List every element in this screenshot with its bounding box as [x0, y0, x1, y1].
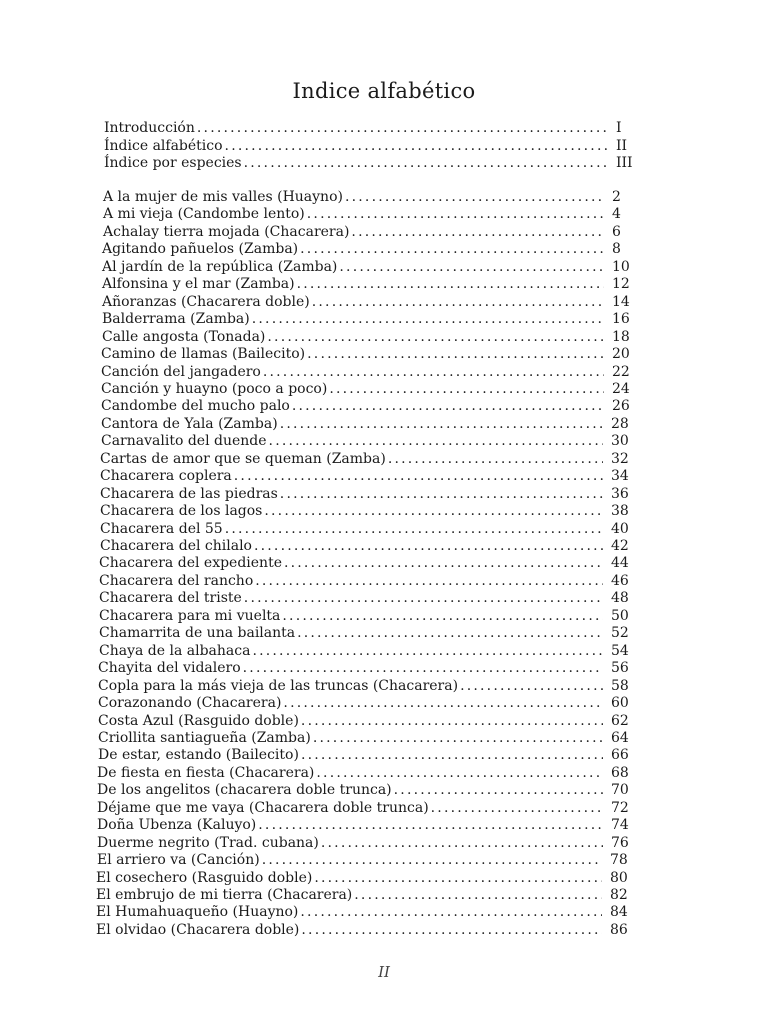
toc-entry: [102, 311, 634, 328]
toc-entry: [98, 730, 633, 747]
entry-page-number: 38: [611, 503, 629, 520]
dot-leader: [301, 922, 602, 939]
dot-leader: [282, 608, 603, 625]
entry-title: El Humahuaqueño (Huayno): [96, 904, 299, 921]
entry-title: Chacarera del expediente: [99, 555, 282, 572]
entry-title: Chayita del vidalero: [98, 660, 241, 677]
dot-leader: [394, 782, 603, 799]
entry-page-number: 46: [611, 572, 629, 589]
toc-entry: [100, 468, 633, 485]
toc-entry: [96, 887, 632, 904]
entry-title: De estar, estando (Bailecito): [98, 747, 299, 764]
dot-leader: [262, 852, 602, 869]
entry-title: Chacarera del rancho: [99, 572, 254, 589]
front-matter-entry: [104, 138, 638, 155]
entry-page-number: 8: [612, 241, 621, 258]
entry-title: Chamarrita de una bailanta: [99, 625, 296, 642]
toc-entry: [101, 416, 633, 433]
dot-leader: [431, 800, 603, 817]
toc-entry: [100, 538, 633, 555]
entry-title: Balderrama (Zamba): [102, 311, 250, 328]
page-title: Indice alfabético: [292, 79, 476, 103]
toc-entry: [96, 904, 632, 921]
entry-page-number: 20: [612, 346, 630, 363]
dot-leader: [280, 486, 603, 503]
entry-page-number: 70: [611, 782, 629, 799]
entry-page-number: 42: [611, 538, 629, 554]
toc-entry: [97, 835, 633, 852]
entry-page-number: 44: [611, 555, 629, 572]
entry-title: De los angelitos (chacarera doble trunca): [97, 782, 392, 799]
dot-leader: [234, 468, 603, 485]
dot-leader: [354, 887, 602, 904]
entry-page-number: 86: [610, 921, 628, 938]
toc-entry: [98, 678, 633, 695]
dot-leader: [269, 433, 603, 450]
entry-title: De fiesta en fiesta (Chacarera): [97, 764, 315, 781]
toc-entry: [98, 660, 633, 677]
entry-page-number: 78: [610, 852, 628, 869]
entry-page-number: 24: [612, 380, 630, 397]
dot-leader: [280, 416, 603, 433]
dot-leader: [255, 573, 603, 590]
dot-leader: [297, 276, 604, 293]
entry-title: Camino de llamas (Bailecito): [101, 346, 306, 363]
entry-title: El embrujo de mi tierra (Chacarera): [96, 887, 353, 903]
entry-title: Copla para la más vieja de las truncas (Chacarera): [98, 677, 459, 694]
entry-title: Costa Azul (Rasguido doble): [98, 712, 299, 729]
entry-page-number: 18: [612, 328, 630, 345]
entry-title: Chacarera coplera: [100, 468, 232, 485]
toc-entry: [97, 782, 633, 799]
entry-page-number: 48: [611, 590, 629, 607]
dot-leader: [301, 747, 603, 764]
entry-title: Chacarera del 55: [100, 520, 223, 537]
entry-title: Al jardín de la república (Zamba): [102, 258, 338, 275]
entry-title: Chaya de la albahaca: [99, 642, 251, 659]
entry-page-number: 22: [612, 363, 630, 380]
entry-title: A la mujer de mis valles (Huayno): [103, 189, 343, 205]
toc-entry: [99, 573, 633, 590]
dot-leader: [301, 713, 603, 730]
toc-entry: [102, 329, 634, 346]
entry-page-number: 10: [612, 258, 630, 275]
entry-title: Corazonando (Chacarera): [98, 695, 282, 712]
entry-page-number: 12: [612, 276, 630, 293]
entry-page-number: 84: [610, 904, 628, 921]
dot-leader: [339, 259, 604, 276]
dot-leader: [283, 695, 603, 712]
toc-entry: [97, 800, 633, 817]
entry-page-number: 36: [611, 485, 629, 502]
entry-title: Criollita santiagueña (Zamba): [98, 729, 311, 746]
entry-title: Déjame que me vaya (Chacarera doble trunca): [97, 799, 429, 816]
entry-page-number: 54: [611, 642, 629, 659]
toc-entry: [99, 555, 633, 572]
entry-title: El olvidao (Chacarera doble): [96, 921, 300, 938]
entry-title: A mi vieja (Candombe lento): [103, 206, 305, 223]
entry-page-number: 16: [612, 311, 630, 328]
entry-page-number: 72: [611, 799, 629, 816]
toc-entry: [102, 294, 634, 311]
entry-page-number: 40: [611, 520, 629, 537]
dot-leader: [307, 206, 604, 223]
entry-page-number: 30: [611, 433, 629, 450]
toc-entry: [98, 747, 633, 764]
dot-leader: [312, 294, 604, 311]
entry-page-number: 4: [612, 206, 621, 223]
dot-leader: [197, 120, 608, 137]
dot-leader: [316, 765, 603, 782]
entry-page-number: 74: [611, 817, 629, 834]
dot-leader: [292, 398, 604, 415]
entry-title: Candombe del mucho palo: [101, 398, 290, 415]
toc-entry: [102, 241, 634, 258]
entry-title: El cosechero (Rasguido doble): [96, 869, 313, 886]
dot-leader: [243, 660, 603, 677]
toc-entry: [99, 625, 633, 642]
entry-title: Chacarera del chilalo: [100, 538, 252, 554]
dot-leader: [267, 329, 604, 346]
toc-entry: [99, 590, 633, 607]
dot-leader: [252, 311, 604, 328]
entry-page-number: 62: [611, 712, 629, 729]
toc-entry: [101, 433, 633, 450]
toc-entry: [97, 817, 633, 834]
entry-title: Índice por especies: [104, 155, 242, 171]
toc-entry: [98, 713, 633, 730]
dot-leader: [307, 346, 604, 363]
entry-title: Chacarera del triste: [99, 590, 242, 607]
entry-title: Añoranzas (Chacarera doble): [102, 293, 310, 310]
entry-title: Carnavalito del duende: [101, 433, 267, 450]
entry-page-number: II: [616, 137, 628, 154]
dot-leader: [460, 678, 603, 695]
toc-entry: [103, 189, 634, 206]
entry-page-number: 52: [611, 625, 629, 642]
entry-page-number: 28: [611, 415, 629, 432]
dot-leader: [263, 364, 604, 381]
entry-page-number: 2: [612, 189, 621, 205]
page-number: II: [378, 963, 390, 981]
dot-leader: [345, 189, 604, 206]
dot-leader: [264, 503, 603, 520]
entry-title: Chacarera para mi vuelta: [99, 607, 281, 624]
toc-entry: [100, 521, 633, 538]
entry-page-number: 32: [611, 450, 629, 467]
toc-entry: [103, 224, 634, 241]
entry-page-number: 50: [611, 607, 629, 624]
entry-page-number: III: [616, 155, 633, 171]
dot-leader: [321, 835, 603, 852]
dot-leader: [300, 904, 602, 921]
entry-title: Chacarera de los lagos: [100, 503, 263, 520]
toc-entry: [102, 276, 634, 293]
entry-page-number: 64: [611, 729, 629, 746]
toc-entry: [97, 852, 632, 869]
entry-title: Cantora de Yala (Zamba): [101, 415, 278, 432]
entry-page-number: 26: [612, 398, 630, 415]
dot-leader: [225, 521, 603, 538]
front-matter-entry: [104, 120, 638, 137]
entry-title: Canción del jangadero: [101, 363, 261, 380]
entry-title: Canción y huayno (poco a poco): [101, 380, 328, 397]
dot-leader: [313, 730, 603, 747]
entry-page-number: 66: [611, 747, 629, 764]
entry-title: Achalay tierra mojada (Chacarera): [103, 223, 350, 240]
dot-leader: [258, 817, 603, 834]
entry-page-number: 80: [610, 869, 628, 886]
toc-entry: [101, 364, 634, 381]
dot-leader: [284, 555, 603, 572]
entry-page-number: 14: [612, 293, 630, 310]
entry-title: El arriero va (Canción): [97, 852, 260, 869]
toc-entry: [96, 870, 632, 887]
dot-leader: [351, 224, 604, 241]
entry-page-number: 68: [611, 764, 629, 781]
entry-title: Doña Ubenza (Kaluyo): [97, 817, 257, 834]
toc-entry: [101, 346, 634, 363]
entry-page-number: 82: [610, 887, 628, 903]
dot-leader: [388, 451, 603, 468]
entry-title: Duerme negrito (Trad. cubana): [97, 834, 319, 851]
entry-title: Agitando pañuelos (Zamba): [102, 241, 299, 258]
dot-leader: [254, 538, 603, 555]
entry-page-number: I: [616, 120, 622, 136]
dot-leader: [314, 870, 602, 887]
toc-entry: [101, 381, 634, 398]
entry-page-number: 60: [611, 695, 629, 712]
entry-page-number: 34: [611, 468, 629, 485]
dot-leader: [297, 625, 603, 642]
toc-entry: [99, 608, 633, 625]
toc-entry: [96, 922, 632, 939]
entry-title: Alfonsina y el mar (Zamba): [102, 276, 295, 293]
entry-title: Introducción: [104, 120, 195, 136]
toc-entry: [100, 503, 633, 520]
toc-entry: [102, 259, 634, 276]
toc-entry: [98, 695, 633, 712]
toc-entry: [100, 451, 633, 468]
entry-title: Chacarera de las piedras: [100, 485, 278, 502]
toc-entry: [99, 643, 633, 660]
dot-leader: [225, 138, 608, 155]
entry-title: Calle angosta (Tonada): [102, 328, 266, 345]
toc-entry: [101, 398, 634, 415]
entry-page-number: 76: [611, 834, 629, 851]
toc-entry: [97, 765, 633, 782]
entry-title: Índice alfabético: [104, 137, 223, 154]
toc-entry: [100, 486, 633, 503]
entry-page-number: 56: [611, 660, 629, 677]
dot-leader: [329, 381, 604, 398]
dot-leader: [300, 241, 604, 258]
dot-leader: [244, 155, 608, 172]
entry-title: Cartas de amor que se queman (Zamba): [100, 450, 386, 467]
entry-page-number: 58: [611, 677, 629, 694]
toc-entry: [103, 206, 634, 223]
dot-leader: [252, 643, 603, 660]
front-matter-entry: [104, 155, 638, 172]
dot-leader: [244, 590, 603, 607]
entry-page-number: 6: [612, 223, 621, 240]
